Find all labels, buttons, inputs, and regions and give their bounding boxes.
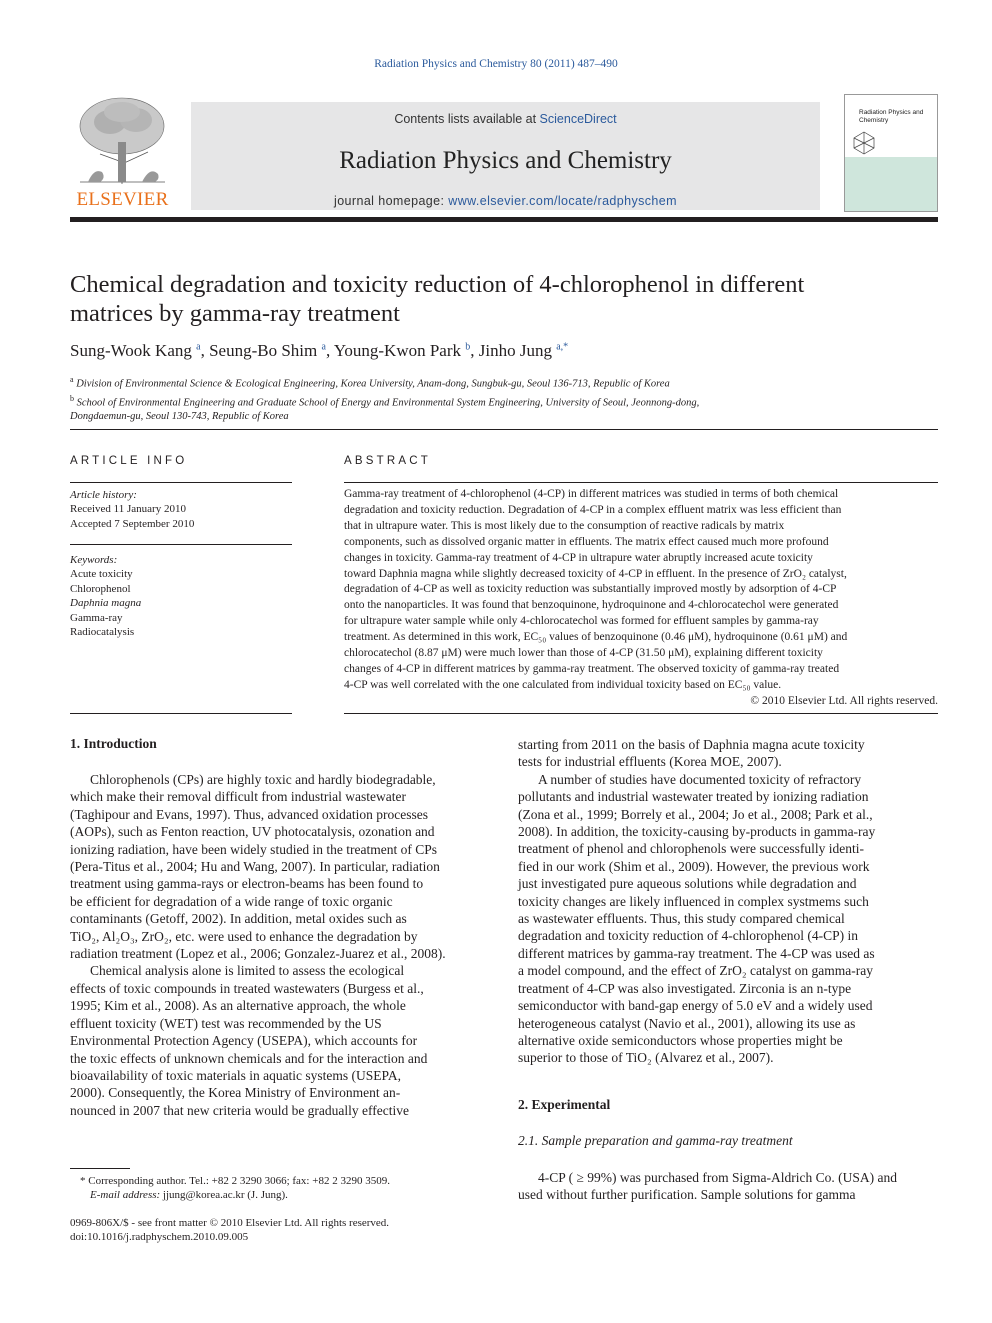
body-line: 2008). In addition, the toxicity-causing by-products in gamma-ray <box>518 824 876 840</box>
body-line: nounced in 2007 that new criteria would be gradually effective <box>70 1102 410 1118</box>
masthead-rule <box>70 217 938 222</box>
header-divider <box>70 429 938 430</box>
keyword: Gamma-ray <box>70 611 123 624</box>
intro-left-column <box>70 771 489 1119</box>
email-label: E-mail address: <box>90 1189 161 1201</box>
abstract-text <box>344 487 938 694</box>
body-line: as wastewater effluents. Thus, this study compared chemical <box>518 911 845 927</box>
body-line: A number of studies have documented toxicity of refractory <box>538 771 862 787</box>
body-line: 4-CP ( ≥ 99%) was purchased from Sigma-Aldrich Co. (USA) and <box>538 1170 897 1185</box>
abstract-rule-bottom <box>344 713 938 714</box>
footnote-corresponding: * Corresponding author. Tel.: +82 2 3290 3066; fax: +82 2 3290 3509. <box>80 1175 390 1187</box>
abstract-line: degradation of 4-CP as well as toxicity reduction was substantially improved mostly by adsorption of 4-CP <box>344 583 837 596</box>
footnote-rule <box>70 1168 130 1169</box>
body-line: radiation treatment (Lopez et al., 2006; Gonzalez-Juarez et al., 2008). <box>70 946 446 962</box>
info-rule-top <box>70 482 292 483</box>
body-line: (Pera-Titus et al., 2004; Hu and Wang, 2007). In particular, radiation <box>70 859 440 875</box>
body-line: ionizing radiation, have been widely studied in the treatment of CPs <box>70 841 438 857</box>
body-line: Chemical analysis alone is limited to assess the ecological <box>90 963 405 979</box>
elsevier-wordmark: ELSEVIER <box>76 189 169 210</box>
body-line: 2000). Consequently, the Korea Ministry of Environment an- <box>70 1085 401 1101</box>
sciencedirect-link[interactable]: ScienceDirect <box>539 112 617 126</box>
body-line: a model compound, and the effect of ZrO₂ catalyst on gamma-ray <box>518 963 873 979</box>
affiliation-mark[interactable]: a,* <box>556 341 569 353</box>
abstract-line: changes in toxicity. Gamma-ray treatment of 4-CP in ultrapure water abruptly increased acute toxicity <box>344 551 813 564</box>
abstract-heading: ABSTRACT <box>344 455 431 467</box>
body-line: effects of toxic compounds in treated wastewaters (Burgess et al., <box>70 980 424 996</box>
journal-banner <box>191 102 820 210</box>
homepage-prefix: journal homepage: <box>334 194 449 208</box>
issn-line: 0969-806X/$ - see front matter © 2010 Elsevier Ltd. All rights reserved. <box>70 1217 390 1229</box>
body-line: semiconductor with band-gap energy of 5.0 eV and a widely used <box>518 998 873 1014</box>
body-line: tests for industrial effluents (Korea MOE, 2007). <box>518 754 782 770</box>
intro-right-column <box>518 736 938 1067</box>
journal-cover-thumbnail[interactable] <box>844 94 938 212</box>
elsevier-tree-icon <box>70 92 175 188</box>
section-heading-introduction: 1. Introduction <box>70 736 157 751</box>
affiliation-a <box>70 373 938 392</box>
journal-citation[interactable]: Radiation Physics and Chemistry 80 (2011) 487–490 <box>374 58 618 70</box>
body-line: degradation and toxicity reduction of 4-chlorophenol (4-CP) in <box>518 928 859 944</box>
author-name[interactable]: Seung-Bo Shim <box>209 341 318 360</box>
abstract-line: chlorocatechol (8.87 μM) were much lower than those of 4-CP (31.50 μM), explaining different toxicity <box>344 647 823 660</box>
body-line: alternative oxide semiconductors whose properties might be <box>518 1032 843 1048</box>
abstract-line: changes of 4-CP in different matrices by gamma-ray treatment. The observed toxicity of gamma-ray treated <box>344 662 840 675</box>
body-line: treatment using gamma-rays or electron-beams has been found to <box>70 876 424 892</box>
affiliation-mark[interactable]: a <box>321 341 326 353</box>
body-line: superior to those of TiO₂ (Alvarez et al., 2007). <box>518 1050 774 1066</box>
cover-band <box>845 157 937 211</box>
contents-prefix: Contents lists available at <box>394 112 540 126</box>
abstract-line: Gamma-ray treatment of 4-chlorophenol (4-CP) in different matrices was studied in terms of both chemical <box>344 488 839 500</box>
molecule-icon <box>849 129 879 155</box>
affiliation-marker: a <box>70 375 74 384</box>
keyword: Radiocatalysis <box>70 626 135 639</box>
body-line: TiO₂, Al₂O₃, ZrO₂, etc. were used to enhance the degradation by <box>70 928 418 944</box>
history-label: Article history: <box>70 489 137 501</box>
experimental-text <box>518 1169 938 1204</box>
keyword: Chlorophenol <box>70 582 131 595</box>
affiliation-text: School of Environmental Engineering and Graduate School of Energy and Environmental System Engineering, University of Seoul, Jeonnong-dong, <box>76 397 700 408</box>
abstract-line: components, such as dissolved organic matter in effluents. The matrix effect caused much more profound <box>344 535 829 548</box>
body-line: treatment of 4-CP was also investigated. Zirconia is an n-type <box>518 980 852 996</box>
affiliation-b-cont: Dongdaemun-gu, Seoul 130-743, Republic of Korea <box>70 411 289 422</box>
body-line: treatment of phenol and chlorophenols were successfully identi- <box>518 841 865 857</box>
body-line: effluent toxicity (WET) test was recommended by the US <box>70 1015 382 1031</box>
title-line-1: Chemical degradation and toxicity reduction of 4-chlorophenol in different <box>70 271 805 298</box>
homepage-line <box>191 194 820 208</box>
article-info-heading: ARTICLE INFO <box>70 455 188 467</box>
accepted-date: Accepted 7 September 2010 <box>70 517 195 530</box>
title-line-2: matrices by gamma-ray treatment <box>70 300 400 327</box>
affiliations <box>70 373 938 424</box>
info-rule-mid <box>70 544 292 545</box>
abstract-line: that in ultrapure water. This is most likely due to the consumption of reactive radicals by matrix <box>344 519 785 532</box>
body-line: heterogeneous catalyst (Navio et al., 2001), allowing its use as <box>518 1015 856 1031</box>
elsevier-logo <box>70 92 175 212</box>
body-line: be efficient for degradation of a wide range of toxic organic <box>70 893 393 909</box>
info-rule-bottom <box>70 713 292 714</box>
body-line: starting from 2011 on the basis of Daphnia magna acute toxicity <box>518 737 865 752</box>
abstract-line: degradation and toxicity reduction. Degradation of 4-CP in a complex effluent matrix was less efficient than <box>344 503 842 516</box>
body-line: pollutants and industrial wastewater treated by ionizing radiation <box>518 789 869 805</box>
body-line: Environmental Protection Agency (USEPA), which accounts for <box>70 1033 418 1049</box>
journal-masthead <box>70 92 938 212</box>
body-line: fied in our work (Shim et al., 2009). However, the previous work <box>518 858 870 874</box>
doi-line[interactable]: doi:10.1016/j.radphyschem.2010.09.005 <box>70 1231 249 1243</box>
affiliation-marker: b <box>70 393 74 403</box>
body-line: which make their removal difficult from industrial wastewater <box>70 789 407 805</box>
journal-name: Radiation Physics and Chemistry <box>339 147 672 174</box>
body-line: just investigated pure aqueous solutions while degradation and <box>518 876 857 892</box>
contents-line <box>191 112 820 126</box>
article-history <box>70 488 292 531</box>
body-line: bioavailability of toxic materials in aquatic systems (USEPA, <box>70 1067 401 1083</box>
body-line: 1995; Kim et al., 2008). As an alternative approach, the whole <box>70 998 406 1014</box>
body-line: the toxic effects of unknown chemicals and for the interaction and <box>70 1050 428 1066</box>
cover-title: Radiation Physics and Chemistry <box>859 109 924 124</box>
received-date: Received 11 January 2010 <box>70 503 186 516</box>
abstract-line: 4-CP was well correlated with the one calculated from individual toxicity based on EC₅₀ value. <box>344 678 782 691</box>
keyword: Daphnia magna <box>70 597 142 610</box>
abstract-copyright: © 2010 Elsevier Ltd. All rights reserved. <box>750 695 938 707</box>
body-line: different matrices by gamma-ray treatment. The 4-CP was used as <box>518 945 875 961</box>
footnote-email <box>90 1188 510 1203</box>
body-line: toxicity changes are likely influenced in complex systmems such <box>518 893 869 909</box>
keyword: Acute toxicity <box>70 568 133 581</box>
affiliation-text: Division of Environmental Science & Ecological Engineering, Korea University, Anam-dong, Sungbuk-gu, Seoul 136-713, Republic of Korea <box>76 378 670 390</box>
author-list: Sung-Wook Kang $^a$, Seung-Bo Shim $^a$, Young-Kwon Park $^b$, Jinho Jung $^{a,*}$ <box>70 341 569 360</box>
author-name[interactable]: Jinho Jung <box>478 341 552 360</box>
body-line: (Zona et al., 1999; Borrely et al., 2004; Jo et al., 2008; Park et al., <box>518 806 873 822</box>
abstract-line: onto the nanoparticles. It was found that benzoquinone, hydroquinone and 4-chlorocatechol were generated <box>344 599 839 612</box>
body-line: (Taghipour and Evans, 1997). Thus, advanced oxidation processes <box>70 806 428 822</box>
subsection-heading-2-1: 2.1. Sample preparation and gamma-ray treatment <box>518 1133 793 1148</box>
article-title <box>70 270 938 328</box>
keywords-block <box>70 553 292 639</box>
affiliation-mark[interactable]: a <box>196 341 201 353</box>
body-line: contaminants (Getoff, 2002). In addition, metal oxides such as <box>70 911 407 927</box>
body-line: used without further purification. Sample solutions for gamma <box>518 1187 856 1203</box>
abstract-rule-top <box>344 482 938 483</box>
author-name[interactable]: Young-Kwon Park <box>333 341 462 360</box>
body-line: (AOPs), such as Fenton reaction, UV photocatalysis, ozonation and <box>70 824 435 840</box>
abstract-line: for ultrapure water sample while only 4-chlorocatechol was formed for effluent samples by gamma-ray <box>344 615 819 628</box>
author-name[interactable]: Sung-Wook Kang <box>70 341 192 360</box>
affiliation-mark[interactable]: b <box>465 341 471 353</box>
email-link[interactable]: jjung@korea.ac.kr (J. Jung). <box>162 1189 288 1201</box>
body-line: Chlorophenols (CPs) are highly toxic and hardly biodegradable, <box>90 772 436 787</box>
section-heading-experimental: 2. Experimental <box>518 1097 611 1112</box>
affiliation-b <box>70 392 938 411</box>
keywords-label: Keywords: <box>70 554 118 566</box>
homepage-link[interactable]: www.elsevier.com/locate/radphyschem <box>448 194 677 208</box>
abstract-line: toward Daphnia magna while slightly decreased toxicity of 4-CP in effluent. In the presence of ZrO₂ catalyst, <box>344 567 847 580</box>
abstract-line: treatment. As determined in this work, EC₅₀ values of benzoquinone (0.46 μM), hydroquinone (0.61 μM) and <box>344 631 848 644</box>
